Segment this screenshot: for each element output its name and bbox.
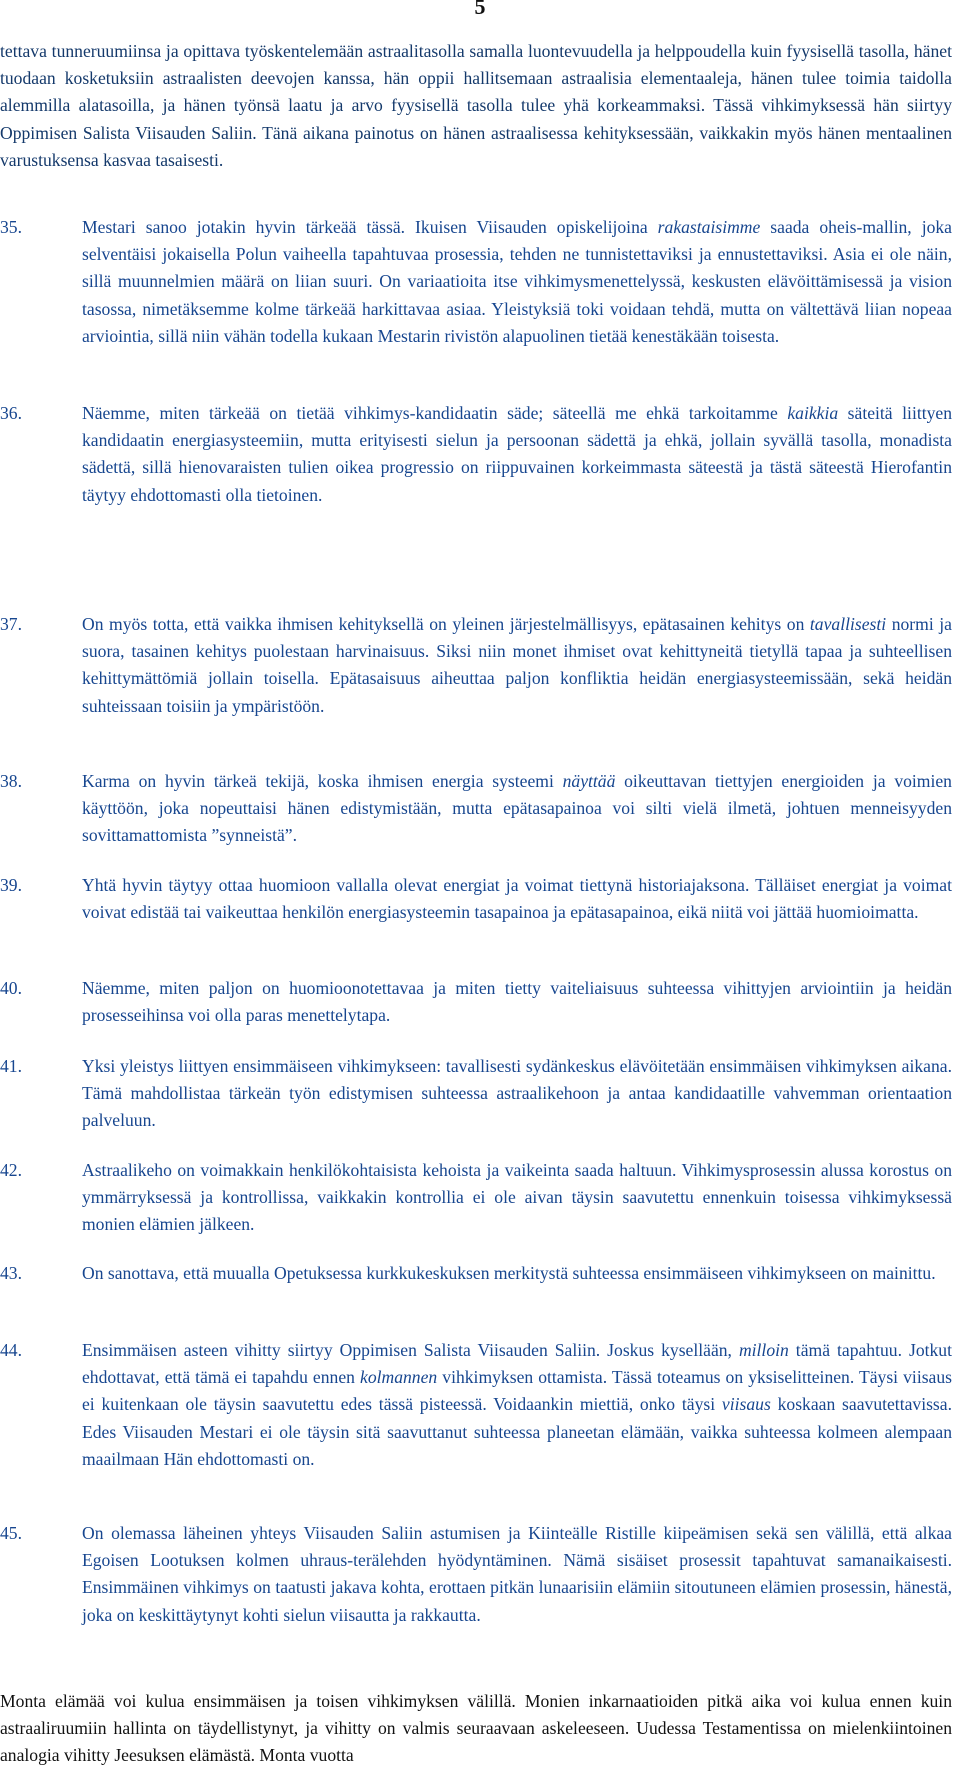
item-number: 41.: [0, 1056, 22, 1076]
list-item: [0, 1157, 952, 1239]
item-number: 44.: [0, 1340, 22, 1360]
item-text: On olemassa läheinen yhteys Viisauden Saliin astumisen ja Kiinteälle Ristille kiipeämisen sekä sen välillä, että alkaa Egoisen Lootuksen kolmen uhraus-terälehden hyödyntäminen. Nämä sisäiset prosessit tapahtuvat samanaikaisesti. Ensimmäinen vihkimys on taatusti jakava kohta, erottaen pitkän lunaarisiin elämiin sitoutuneen elämien prosessin, hänestä, joka on keskittäytynyt kohti sielun viisautta ja rakkautta.: [82, 1523, 952, 1625]
item-text: Mestari sanoo jotakin hyvin tärkeää tässä. Ikuisen Viisauden opiskelijoina rakastaisimme saada oheis-mallin, joka selventäisi jokaisella Polun vaiheella tapahtuvaa prosessia, tehden ne tunnistettaviksi ja ennustettaviksi. Asia ei ole näin, sillä muunnelmien määrä on liian suuri. On variaatioita itse vihkimysmenettelyssä, keskusten elävöittämisessä ja vision tasossa, nimetäksemme kolme tärkeää harkittavaa asiaa. Yleistyksiä toki voidaan tehdä, mutta on vältettävä liian nopeaa arviointia, sillä niin vähän todella kukaan Mestarin rivistön alapuolinen tietää kenestäkään toisesta.: [82, 217, 952, 346]
emphasis: tavallisesti: [809, 614, 887, 634]
list-item: [0, 975, 952, 1029]
closing-paragraph: Monta elämää voi kulua ensimmäisen ja toisen vihkimyksen välillä. Monien inkarnaatioiden pitkä aika voi kulua ennen kuin astraaliruumiin hallinta on täydellistynyt, ja vihitty on valmis seuraavaan askeleeseen. Uudessa Testamentissa on mielenkiintoinen analogia vihitty Jeesuksen elämästä. Monta vuotta: [0, 1691, 952, 1766]
emphasis: kaikkia: [787, 403, 839, 423]
emphasis: rakastaisimme: [657, 217, 761, 237]
list-item: [0, 1260, 952, 1287]
item-number: 37.: [0, 614, 22, 634]
page-number: 5: [474, 0, 486, 19]
item-number: 42.: [0, 1160, 22, 1180]
item-number: 35.: [0, 217, 22, 237]
list-item: [0, 1053, 952, 1135]
emphasis: kolmannen: [360, 1367, 438, 1388]
item-text: Karma on hyvin tärkeä tekijä, koska ihmisen energia systeemi näyttää oikeuttavan tiettyjen energioiden ja voimien käyttöön, joka nopeuttaisi hänen edistymistään, mutta epätasapainoa voi silti vielä ilmetä, johtuen menneisyyden sovittamattomista ”synneistä”.: [82, 771, 952, 846]
emphasis: viisaus: [721, 1394, 771, 1415]
item-text: Näemme, miten paljon on huomioonotettavaa ja miten tietty vaiteliaisuus suhteessa vihittyjen arviointiin ja heidän prosesseihinsa voi olla paras menettelytapa.: [82, 978, 952, 1026]
item-number: 36.: [0, 403, 22, 423]
intro-paragraph: tettava tunneruumiinsa ja opittava työskentelemään astraalitasolla samalla luontevuudella ja helppoudella kuin fyysisellä tasolla, hänet tuodaan kosketuksiin astraalisten deevojen kanssa, hän oppii hallitsemaan astraalisia elementaaleja, hänen tulee toimia taidolla alemmilla alatasoilla, ja hänen työnsä laatu ja arvo fyysisellä tasolla tulee yhä korkeammaksi. Tässä vihkimyksessä hän siirtyy Oppimisen Salista Viisauden Saliin. Tänä aikana painotus on hänen astraalisessa kehityksessään, vaikkakin myös hänen mentaalinen varustuksensa kasvaa tasaisesti.: [0, 41, 952, 170]
item-text: Yksi yleistys liittyen ensimmäiseen vihkimykseen: tavallisesti sydänkeskus elävöitetään ensimmäisen vihkimyksen aikana. Tämä mahdollistaa tärkeän työn edistymisen suhteessa astraalikehoon ja antaa kandidaatille vahvemman orientaation palveluun.: [82, 1056, 952, 1131]
emphasis: näyttää: [562, 771, 616, 791]
item-text: Ensimmäisen asteen vihitty siirtyy Oppimisen Salista Viisauden Saliin. Joskus kysellään, milloin tämä tapahtuu. Jotkut ehdottavat, että tämä ei tapahdu ennen kolmannen vihkimyksen ottamista. Tässä toteamus on yksiselitteinen. Täysi viisaus ei kuitenkaan ole täysin saavutettu edes tässä pisteessä. Voidaankin miettiä, onko täysi viisaus koskaan saavutettavissa. Edes Viisauden Mestari ei ole täysin sitä saavuttanut suhteessa planeetan elämään, vaikka suhteessa kolmeen alempaan maailmaan Hän ehdottomasti on.: [82, 1340, 953, 1469]
item-number: 39.: [0, 875, 22, 895]
list-item: [0, 872, 952, 926]
item-number: 43.: [0, 1263, 22, 1283]
list-item: [0, 768, 952, 850]
item-text: Astraalikeho on voimakkain henkilökohtaisista kehoista ja vaikeinta saada haltuun. Vihkimysprosessin alussa korostus on ymmärryksessä ja kontrollissa, vaikkakin kontrollia ei ole aivan täysin saavutettu ennenkuin toisessa vihkimyksessä monien elämien jälkeen.: [82, 1160, 952, 1235]
item-text: On sanottava, että muualla Opetuksessa kurkkukeskuksen merkitystä suhteessa ensimmäiseen vihkimykseen on mainittu.: [82, 1263, 936, 1283]
item-text: Näemme, miten tärkeää on tietää vihkimys-kandidaatin säde; säteellä me ehkä tarkoitamme kaikkia säteitä liittyen kandidaatin energiasysteemiin, mutta erityisesti sielun ja persoonan sädettä ja ehkä, jollain syvällä tasolla, monadista sädettä, sillä hienovaraisten tulien oikea progressio on riippuvainen korkeimmasta säteestä ja tästä säteestä Hierofantin täytyy ehdottomasti olla tietoinen.: [82, 403, 953, 505]
list-item: [0, 611, 952, 720]
item-number: 38.: [0, 771, 22, 791]
item-number: 40.: [0, 978, 22, 998]
list-item: [0, 214, 952, 350]
list-item: [0, 400, 952, 509]
item-number: 45.: [0, 1523, 22, 1543]
emphasis: milloin: [738, 1340, 789, 1360]
item-text: On myös totta, että vaikka ihmisen kehityksellä on yleinen järjestelmällisyys, epätasainen kehitys on tavallisesti normi ja suora, tasainen kehitys puolestaan harvinaisuus. Siksi niin monet ihmiset ovat kehittyneitä tietyllä tapaa ja suhteellisen kehittymättömiä jollain toisella. Epätasaisuus aiheuttaa paljon konfliktia heidän energiasysteemissään, sekä heidän suhteissaan toisiin ja ympäristöön.: [82, 614, 952, 716]
item-text: Yhtä hyvin täytyy ottaa huomioon vallalla olevat energiat ja voimat tiettynä historiajaksona. Tälläiset energiat ja voimat voivat edistää tai vaikeuttaa henkilön energiasysteemin tasapainoa ja epätasapainoa, eikä niitä voi jättää huomioimatta.: [82, 875, 952, 923]
list-item: [0, 1337, 952, 1473]
list-item: [0, 1520, 952, 1629]
